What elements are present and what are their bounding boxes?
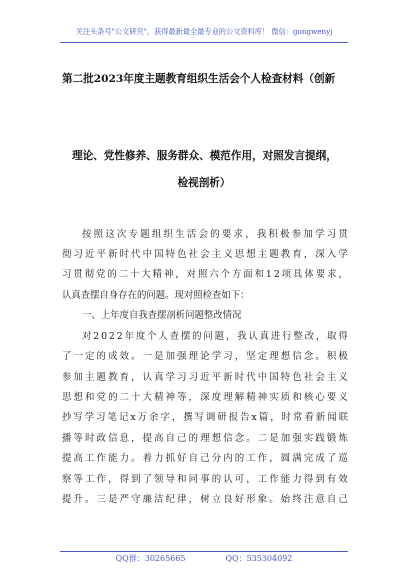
footer-qq-group: QQ群：30265665 <box>115 554 186 563</box>
body-line: 参 加 主 题 教 育 ， 认 真 学 习 习 近 平 新 时 代 中 国 特 色 社 会 主 义 <box>62 372 348 383</box>
body-line: 认真查摆自身存在的问题。现对照检查如下： <box>62 290 250 301</box>
document-title-line-2: 理论、党性修养、服务群众、模范作用，对照发言提纲， <box>72 150 337 162</box>
body-line: 彻 习 近 平 新 时 代 中 国 特 色 社 会 主 义 思 想 主 题 教 育 ， 深 入 学 <box>62 249 348 260</box>
body-line: 习 贯 彻 党 的 二 十 大 精 神 ， 对 照 六 个 方 面 和 1 2 项 具 体 要 求 ， <box>62 269 348 280</box>
body-line: 思 想 和 党 的 二 十 大 精 神 等 ， 深 度 理 解 精 神 实 质 和 核 心 要 义 <box>62 392 348 403</box>
document-title-line-1: 第二批2023年度主题教育组织生活会个人检查材料（创新 <box>62 73 336 85</box>
footer-divider <box>60 551 348 552</box>
body-line: 按 照 这 次 专 题 组 织 生 活 会 的 要 求 ， 我 积 极 参 加 学 习 贯 <box>82 229 348 240</box>
body-line: 对 2 0 2 2 年 度 个 人 查 摆 的 问 题 ， 我 认 真 进 行 整 改 ， 取 得 <box>82 331 348 342</box>
footer-banner <box>0 553 408 564</box>
footer-qq: QQ：535304092 <box>225 554 293 563</box>
body-line: 察 等 工 作 ， 得 到 了 领 导 和 同 事 的 认 可 ， 工 作 能 力 得 到 有 效 <box>62 474 348 485</box>
body-line: 播 等 时 政 信 息 ， 提 高 自 己 的 理 想 信 念 。 二 是 加 强 实 践 锻 炼 <box>62 433 348 444</box>
header-divider <box>60 42 348 43</box>
body-line: 了 一 定 的 成 效 。 一 是 加 强 理 论 学 习 ， 坚 定 理 想 信 念 。 积 极 <box>62 351 348 362</box>
body-line: 一、上年度自我查摆剖析问题整改情况 <box>82 310 242 321</box>
body-line: 提 升 。 三 是 严 守 廉 洁 纪 律 ， 树 立 良 好 形 象 。 始 终 注 意 自 己 <box>62 494 348 505</box>
body-line: 抄 写 学 习 笔 记 x 万 余 字 ， 撰 写 调 研 报 告 x 篇 ， 时 常 看 新 闻 联 <box>62 412 348 423</box>
header-banner: 关注头条号"公文研究"，获得最新最全最专业的公文资料库！ 微信：gongwenyj <box>75 27 333 36</box>
document-title-line-3: 检视剖析） <box>177 177 231 189</box>
body-line: 提 高 工 作 能 力 。 着 力 抓 好 自 己 分 内 的 工 作 ， 圆 满 完 成 了 巡 <box>62 453 348 464</box>
